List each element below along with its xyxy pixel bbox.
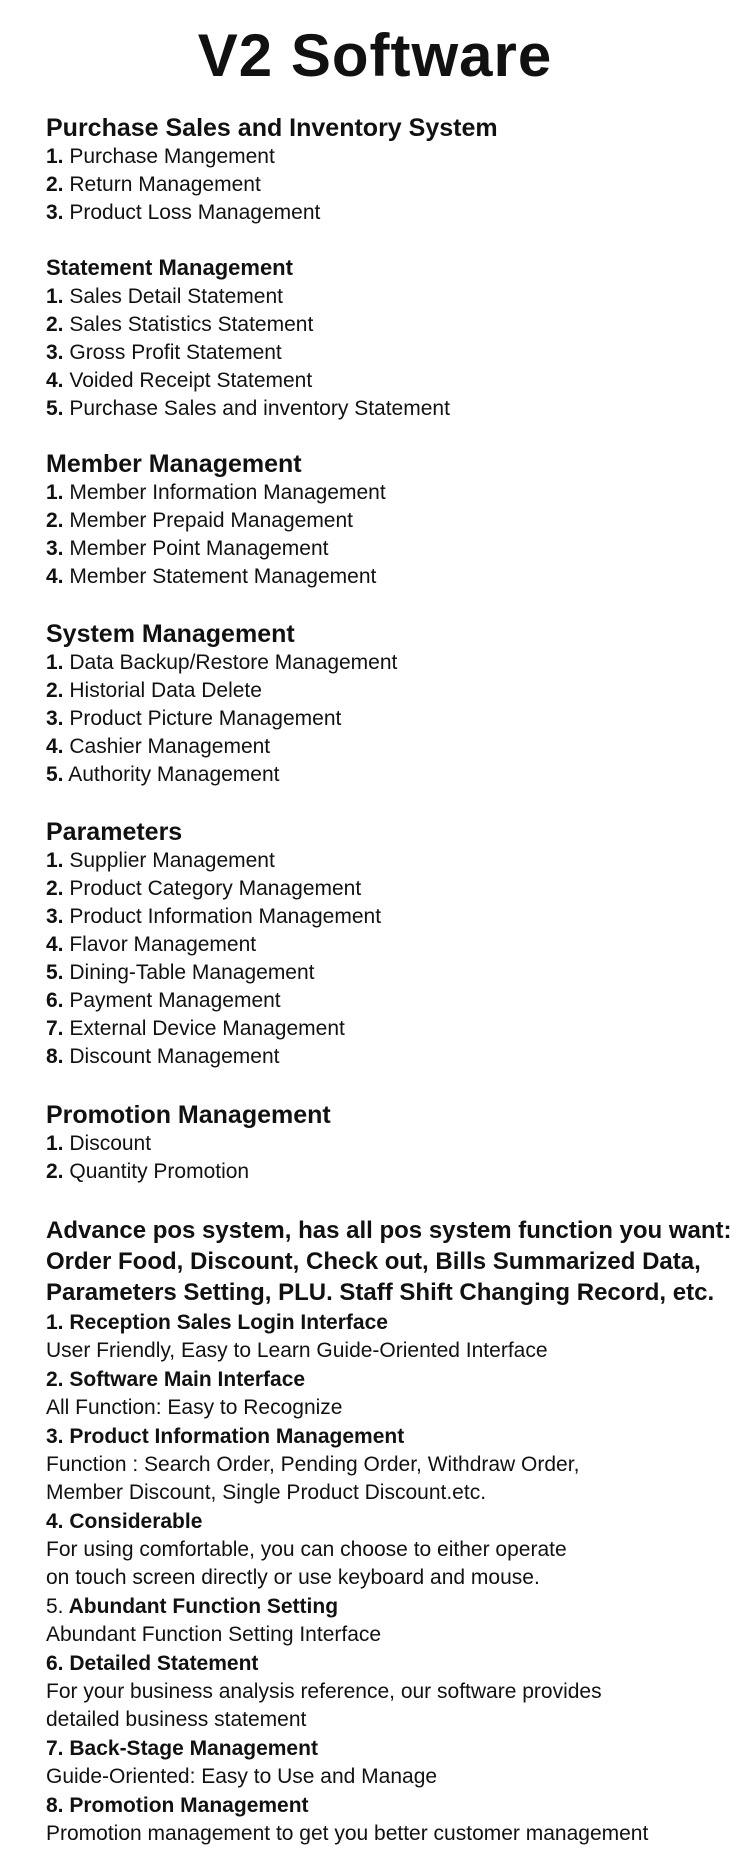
section-heading: Member Management bbox=[46, 450, 302, 478]
feature-description: Function : Search Order, Pending Order, Withdraw Order, bbox=[46, 1453, 580, 1476]
list-item: 4. Flavor Management bbox=[46, 933, 257, 956]
list-item: 1. Purchase Mangement bbox=[46, 145, 275, 168]
list-item: 3. Member Point Management bbox=[46, 537, 329, 560]
feature-item bbox=[46, 1423, 736, 1507]
feature-description: Member Discount, Single Product Discount.etc. bbox=[46, 1481, 487, 1504]
lead-line: Parameters Setting, PLU. Staff Shift Changing Record, etc. bbox=[46, 1279, 715, 1306]
list-item: 6. Payment Management bbox=[46, 989, 281, 1012]
section-statement-management bbox=[46, 253, 726, 423]
lead-line: Order Food, Discount, Check out, Bills Summarized Data, bbox=[46, 1248, 701, 1275]
feature-title: 4. Considerable bbox=[46, 1510, 203, 1533]
section-purchase-sales-inventory bbox=[46, 113, 726, 227]
section-heading: Statement Management bbox=[46, 255, 293, 280]
section-member-management bbox=[46, 449, 726, 591]
feature-item bbox=[46, 1593, 736, 1649]
list-item: 2. Quantity Promotion bbox=[46, 1160, 250, 1183]
list-item: 5. Authority Management bbox=[46, 763, 280, 786]
feature-item bbox=[46, 1366, 736, 1422]
list-item: 2. Historial Data Delete bbox=[46, 679, 262, 702]
list-item: 3. Product Picture Management bbox=[46, 707, 342, 730]
list-item: 4. Voided Receipt Statement bbox=[46, 369, 313, 392]
list-item: 2. Sales Statistics Statement bbox=[46, 313, 314, 336]
section-promotion-management bbox=[46, 1100, 726, 1186]
section-system-management bbox=[46, 619, 726, 789]
feature-description: Guide-Oriented: Easy to Use and Manage bbox=[46, 1765, 438, 1788]
feature-item bbox=[46, 1309, 736, 1365]
feature-description: User Friendly, Easy to Learn Guide-Oriented Interface bbox=[46, 1339, 548, 1362]
list-item: 1. Member Information Management bbox=[46, 481, 386, 504]
section-heading: Parameters bbox=[46, 818, 183, 846]
feature-description: Promotion management to get you better customer management bbox=[46, 1822, 649, 1845]
feature-item bbox=[46, 1735, 736, 1791]
feature-description: For using comfortable, you can choose to either operate bbox=[46, 1538, 567, 1561]
feature-item bbox=[46, 1508, 736, 1592]
section-heading: Purchase Sales and Inventory System bbox=[46, 114, 498, 142]
lead-line: Advance pos system, has all pos system function you want: bbox=[46, 1217, 732, 1244]
list-item: 2. Return Management bbox=[46, 173, 261, 196]
feature-title: 6. Detailed Statement bbox=[46, 1652, 259, 1675]
feature-title: 7. Back-Stage Management bbox=[46, 1737, 318, 1760]
list-item: 3. Product Loss Management bbox=[46, 201, 321, 224]
feature-title: 3. Product Information Management bbox=[46, 1425, 405, 1448]
list-item: 1. Supplier Management bbox=[46, 849, 275, 872]
list-item: 4. Member Statement Management bbox=[46, 565, 377, 588]
feature-item bbox=[46, 1792, 736, 1848]
feature-description: For your business analysis reference, our software provides bbox=[46, 1680, 602, 1703]
feature-description: Abundant Function Setting Interface bbox=[46, 1623, 382, 1646]
list-item: 4. Cashier Management bbox=[46, 735, 271, 758]
feature-description: detailed business statement bbox=[46, 1708, 307, 1731]
feature-item bbox=[46, 1650, 736, 1734]
list-item: 1. Sales Detail Statement bbox=[46, 285, 283, 308]
feature-title: 5. Abundant Function Setting bbox=[46, 1595, 339, 1618]
feature-title: 1. Reception Sales Login Interface bbox=[46, 1311, 388, 1334]
page-title: V2 Software bbox=[197, 22, 553, 89]
list-item: 1. Discount bbox=[46, 1132, 152, 1155]
list-item: 5. Dining-Table Management bbox=[46, 961, 315, 984]
list-item: 8. Discount Management bbox=[46, 1045, 280, 1068]
list-item: 2. Member Prepaid Management bbox=[46, 509, 354, 532]
list-item: 7. External Device Management bbox=[46, 1017, 345, 1040]
advance-features bbox=[46, 1215, 736, 1848]
list-item: 1. Data Backup/Restore Management bbox=[46, 651, 398, 674]
section-heading: System Management bbox=[46, 620, 295, 648]
list-item: 3. Product Information Management bbox=[46, 905, 382, 928]
list-item: 5. Purchase Sales and inventory Statement bbox=[46, 397, 450, 420]
list-item: 3. Gross Profit Statement bbox=[46, 341, 282, 364]
feature-description: All Function: Easy to Recognize bbox=[46, 1396, 343, 1419]
feature-title: 2. Software Main Interface bbox=[46, 1368, 306, 1391]
feature-title: 8. Promotion Management bbox=[46, 1794, 309, 1817]
section-parameters bbox=[46, 817, 726, 1071]
section-heading: Promotion Management bbox=[46, 1101, 331, 1129]
feature-description: on touch screen directly or use keyboard and mouse. bbox=[46, 1566, 540, 1589]
list-item: 2. Product Category Management bbox=[46, 877, 362, 900]
